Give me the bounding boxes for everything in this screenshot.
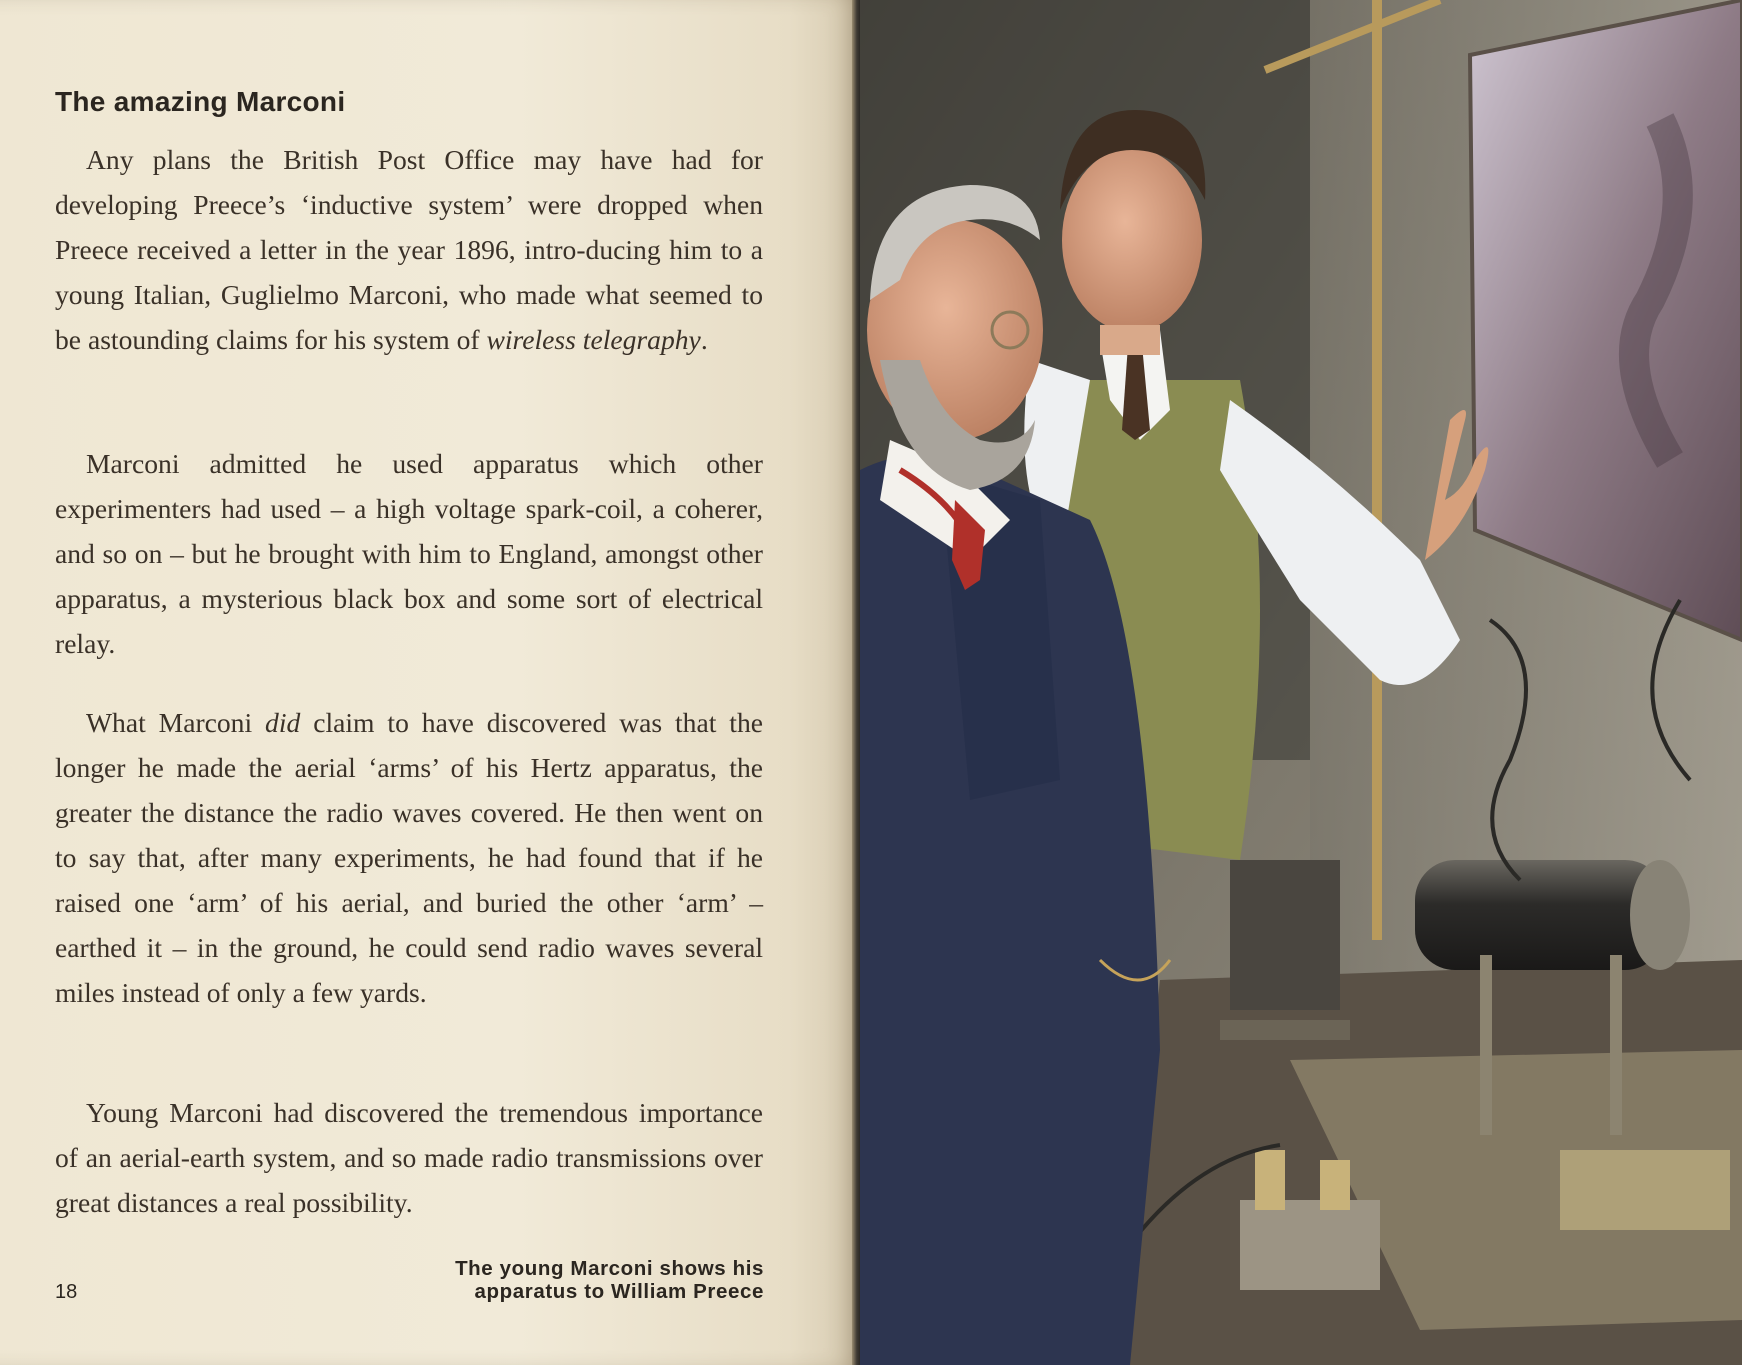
- paragraph-3-rest: claim to have discovered was that the longer he made the aerial ‘arms’ of his Hertz apparatus, the greater the distance the radio waves covered. He then went on to say that, after many experiments, he had found that if he raised one ‘arm’ of his aerial, and buried the other ‘arm’ – earthed it – in the ground, he could send radio waves several miles instead of only a few yards.: [55, 707, 763, 1008]
- caption-line-1: The young Marconi shows his: [455, 1257, 764, 1280]
- paragraph-1-end: .: [700, 324, 708, 355]
- spark-coil: [1415, 860, 1665, 970]
- text-page: [0, 0, 858, 1365]
- metal-plate: [1470, 0, 1742, 640]
- morse-key: [1240, 1200, 1380, 1290]
- caption-line-2: apparatus to William Preece: [474, 1280, 764, 1303]
- coil-end: [1630, 860, 1690, 970]
- relay-box: [1230, 860, 1340, 1010]
- paragraph-1-italic: wireless telegraphy: [486, 324, 701, 355]
- paragraph-2: Marconi admitted he used apparatus which other experimenters had used – a high voltage spark-coil, a coherer, and so on – but he brought with him to England, amongst other apparatus, a mysterious black box and some sort of electrical relay.: [55, 448, 763, 659]
- page-heading: The amazing Marconi: [55, 86, 346, 117]
- paragraph-1: [55, 137, 763, 362]
- illustration-caption: [364, 1257, 764, 1303]
- marconi-preece-illustration: [860, 0, 1742, 1365]
- paragraph-3: [55, 700, 763, 1015]
- paragraph-3-italic: did: [265, 707, 301, 738]
- paragraph-3-text: What Marconi: [86, 707, 266, 738]
- illustration-page: [860, 0, 1742, 1365]
- page-number: 18: [55, 1281, 78, 1303]
- aerial-pole: [1372, 0, 1382, 940]
- paragraph-1-text: Any plans the British Post Office may have had for developing Preece’s ‘inductive system’ were dropped when Preece received a letter in the year 1896, intro-ducing him to a young Italian, Guglielmo Marconi, who made what seemed to be astounding claims for his system of: [55, 144, 763, 355]
- book-gutter: [852, 0, 860, 1365]
- paragraph-4: Young Marconi had discovered the tremendous importance of an aerial-earth system, and so made radio transmissions over great distances a real possibility.: [55, 1097, 763, 1218]
